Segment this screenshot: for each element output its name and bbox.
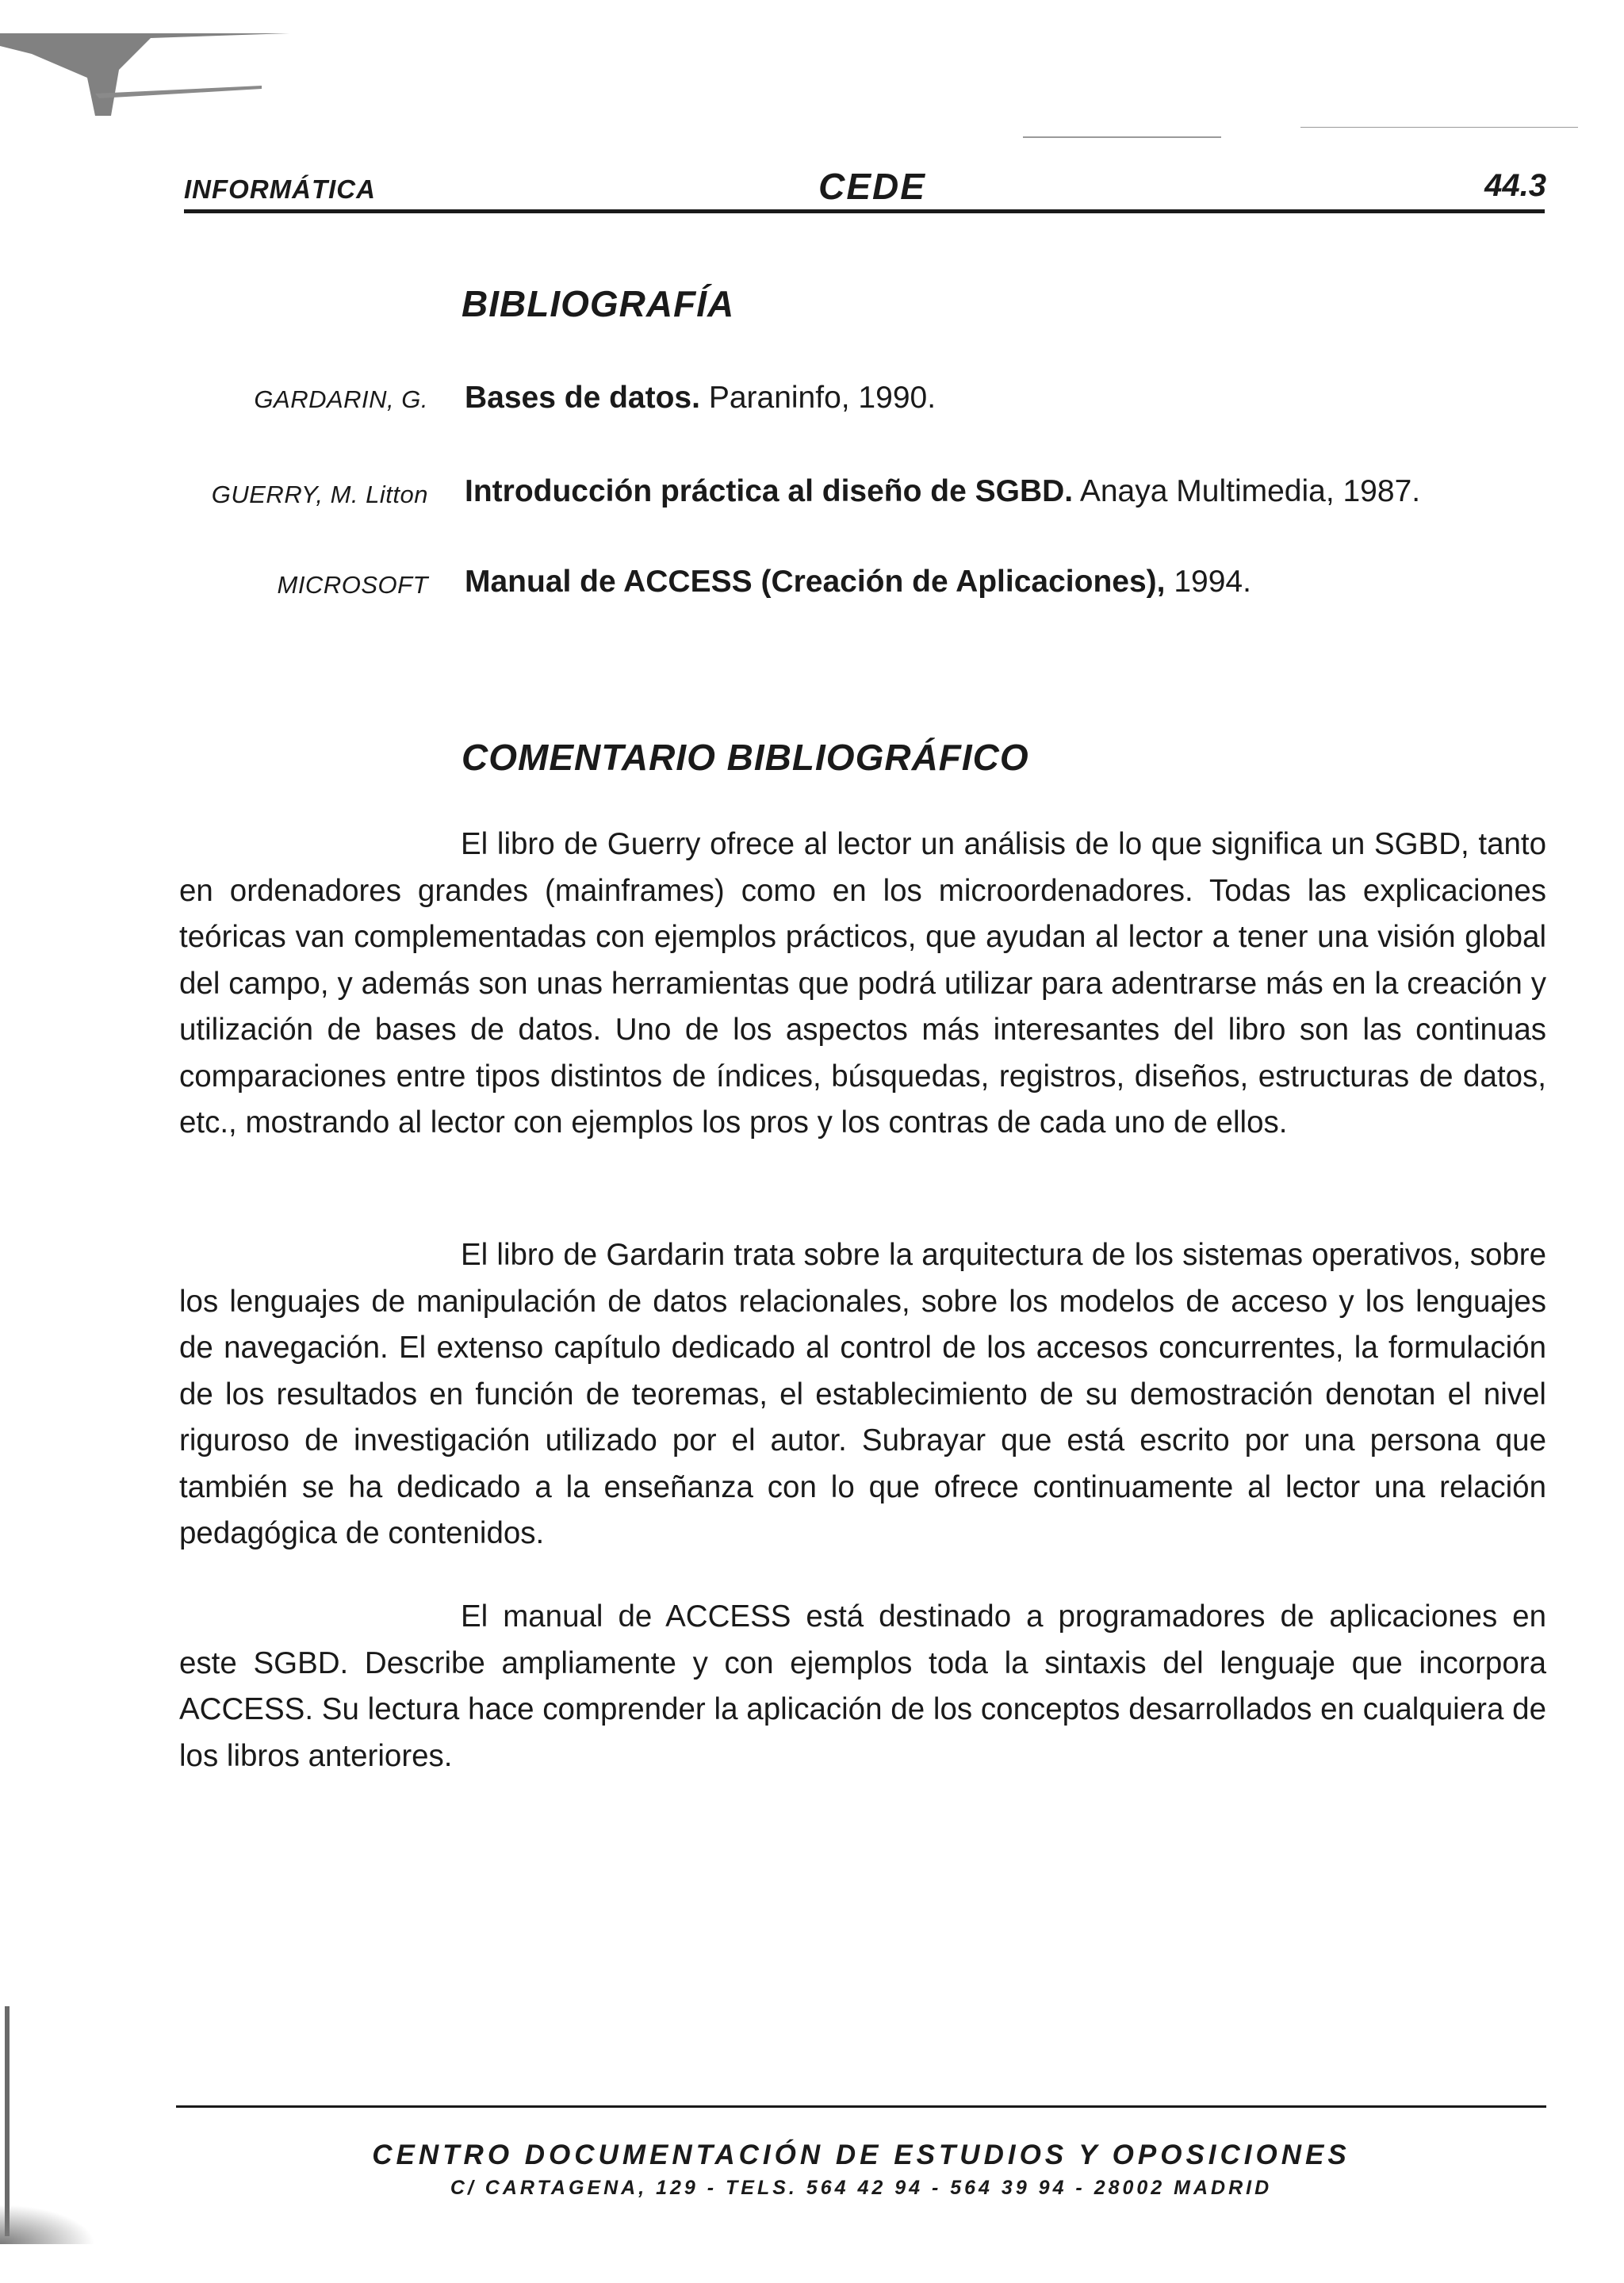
bib-publisher: Paraninfo, 1990. [708,381,936,415]
bib-author: GARDARIN, G. [254,385,428,413]
footer-organization: CENTRO DOCUMENTACIÓN DE ESTUDIOS Y OPOSICIONES [372,2139,1350,2170]
bib-entry [465,474,1575,509]
footer-address: C/ CARTAGENA, 129 - TELS. 564 42 94 - 564 39 94 - 28002 MADRID [450,2177,1273,2199]
scan-artifact-line [1300,127,1578,128]
bib-author: MICROSOFT [277,571,428,599]
commentary-title: COMENTARIO BIBLIOGRÁFICO [462,737,1029,778]
bib-title: Introducción práctica al diseño de SGBD. [465,474,1074,508]
commentary-paragraph: El libro de Guerry ofrece al lector un análisis de lo que significa un SGBD, tanto en ordenadores grandes (mainframes) como en los microordenadores. Todas las explicaciones teóricas van complementadas con ejemplos prácticos, que ayudan al lector a tener una visión global del campo, y además son unas herramientas que podrá utilizar para adentrarse más en la creación y utilización de bases de datos. Uno de los aspectos más interesantes del libro son las continuas comparaciones entre tipos distintos de índices, búsquedas, registros, diseños, estructuras de datos, etc., mostrando al lector con ejemplos los pros y los contras de cada uno de ellos. [179,827,1546,1140]
footer-rule [176,2105,1546,2108]
bib-entry [465,565,1575,599]
bib-publisher: Anaya Multimedia, 1987. [1079,474,1421,508]
bibliography-title: BIBLIOGRAFÍA [462,283,735,324]
page-number: 44.3 [1484,168,1546,203]
scan-artifact-line [1023,136,1221,138]
scan-artifact-edge-mark [5,2006,10,2236]
commentary-paragraph: El libro de Gardarin trata sobre la arquitectura de los sistemas operativos, sobre los lenguajes de manipulación de datos relacionales, sobre los modelos de acceso y los lenguajes de navegación. El extenso capítulo dedicado al control de los accesos concurrentes, la formulación de los resultados en función de teoremas, el establecimiento de su demostración denotan el nivel riguroso de investigación utilizado por el autor. Subrayar que está escrito por una persona que también se ha dedicado a la enseñanza con lo que ofrece continuamente al lector una relación pedagógica de contenidos. [179,1238,1546,1550]
header-rule [184,209,1545,213]
scan-artifact-corner [0,22,293,117]
bib-author: GUERRY, M. Litton [211,481,428,508]
bib-title: Bases de datos. [465,381,700,415]
header-section-label: INFORMÁTICA [184,174,376,204]
scan-artifact-edge-mark [0,2204,95,2244]
header-logo-text: CEDE [818,166,926,207]
bib-entry [465,381,1575,416]
commentary-paragraph: El manual de ACCESS está destinado a programadores de aplicaciones en este SGBD. Describe ampliamente y con ejemplos toda la sintaxis del lenguaje que incorpora ACCESS. Su lectura hace comprender la aplicación de los conceptos desarrollados en cualquiera de los libros anteriores. [179,1599,1546,1773]
bib-title: Manual de ACCESS (Creación de Aplicaciones), [465,565,1166,599]
bib-publisher: 1994. [1174,565,1251,599]
